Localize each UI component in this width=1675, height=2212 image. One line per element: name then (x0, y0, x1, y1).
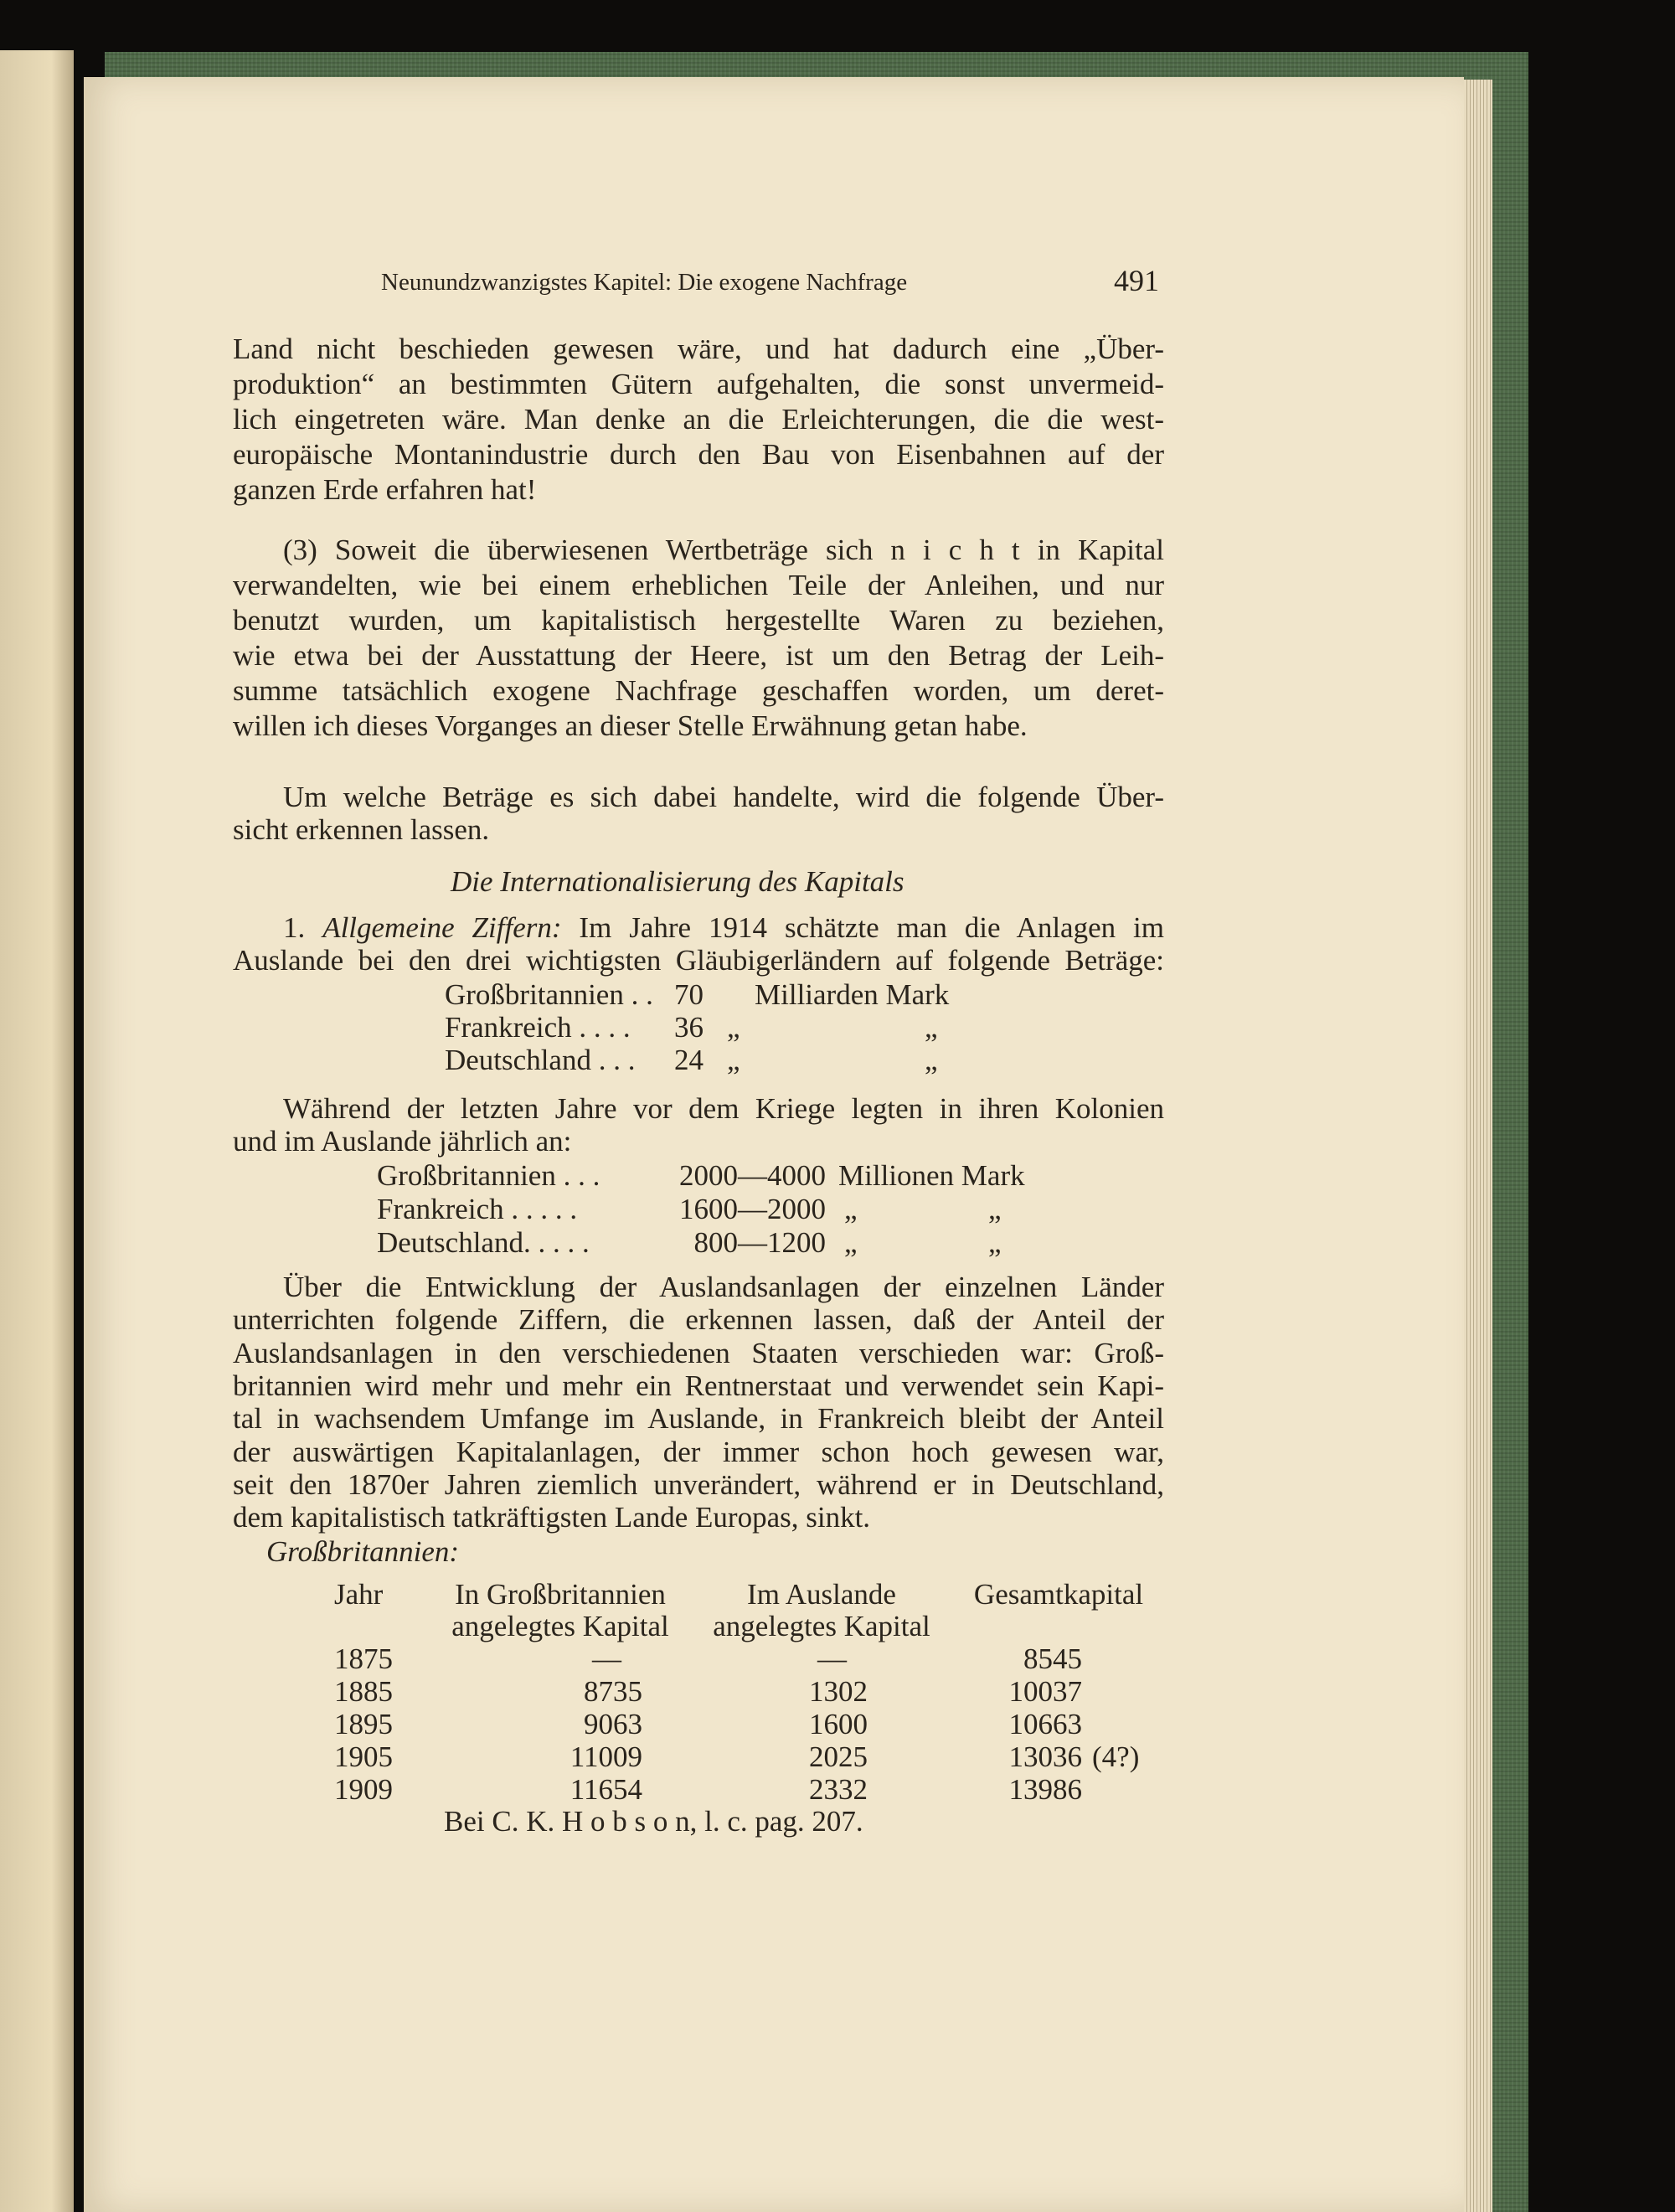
table3-cell: 1302 (809, 1675, 868, 1708)
development-paragraph-line: tal in wachsendem Umfange im Auslande, in Frankreich bleibt der Anteil (233, 1402, 1164, 1436)
table3-year: 1875 (334, 1642, 393, 1675)
annual-intro-line: Während der letzten Jahre vor dem Kriege legten in ihren Kolonien (283, 1092, 1164, 1125)
section-title: Die Internationalisierung des Kapitals (451, 865, 904, 898)
development-paragraph-line: britannien wird mehr und mehr ein Rentnerstaat und verwendet sein Kapi- (233, 1369, 1164, 1402)
table1-ditto: „ (925, 1011, 938, 1044)
table1-unit: Milliarden Mark (755, 978, 950, 1011)
paragraph-1-line: Land nicht beschieden gewesen wäre, und hat dadurch eine „Über- (233, 333, 1164, 365)
table3-year: 1905 (334, 1740, 393, 1773)
table3-year: 1909 (334, 1773, 393, 1806)
table1-value: 24 (674, 1044, 704, 1076)
paragraph-2-line: willen ich dieses Vorganges an dieser Stelle Erwähnung getan habe. (233, 709, 1028, 742)
facing-page-edge (0, 50, 74, 2212)
table2-country: Frankreich . . . . . (377, 1193, 578, 1225)
paragraph-2-line: (3) Soweit die überwiesenen Wertbeträge sich n i c h t in Kapital (283, 534, 1164, 566)
paragraph-2-line: verwandelten, wie bei einem erheblichen Teile der Anleihen, und nur (233, 569, 1164, 601)
table2-value: 2000—4000 (679, 1159, 826, 1192)
table2-ditto: „ (988, 1226, 1002, 1259)
paragraph-1-line: produktion“ an bestimmten Gütern aufgehalten, die sonst unvermeid- (233, 368, 1164, 400)
table3-year: 1885 (334, 1675, 393, 1708)
development-paragraph-line: der auswärtigen Kapitalanlagen, der immer schon hoch gewesen war, (233, 1435, 1164, 1468)
table3-cell: 10663 (1008, 1708, 1082, 1740)
table3-cell: 13986 (1008, 1773, 1082, 1806)
table2-ditto: „ (844, 1193, 858, 1225)
table3-header: Im Auslande (747, 1578, 896, 1611)
table3-cell: 2025 (809, 1740, 868, 1773)
table3-cell: 8545 (1023, 1642, 1082, 1675)
paragraph-2-line: summe tatsächlich exogene Nachfrage geschaffen worden, um deret- (233, 674, 1164, 707)
page-number: 491 (1114, 264, 1159, 297)
general-figures-line: Auslande bei den drei wichtigsten Gläubigerländern auf folgende Beträge: (233, 944, 1164, 977)
table2-country: Großbritannien . . . (377, 1159, 600, 1192)
table2-ditto: „ (844, 1226, 858, 1259)
paragraph-3-line: sicht erkennen lassen. (233, 813, 490, 846)
table3-cell: 8735 (584, 1675, 642, 1708)
table3-cell: 2332 (809, 1773, 868, 1806)
table1-value: 36 (674, 1011, 704, 1044)
table2-ditto: „ (988, 1193, 1002, 1225)
table3-cell: 11009 (570, 1740, 642, 1773)
table1-country: Großbritannien . . (445, 978, 653, 1011)
development-paragraph-line: Über die Entwicklung der Auslandsanlagen der einzelnen Länder (283, 1271, 1164, 1303)
development-paragraph-line: dem kapitalistisch tatkräftigsten Lande Europas, sinkt. (233, 1501, 871, 1534)
annual-intro-line: und im Auslande jährlich an: (233, 1125, 572, 1158)
development-paragraph-line: seit den 1870er Jahren ziemlich unverändert, während er in Deutschland, (233, 1467, 1164, 1501)
paragraph-1-line: lich eingetreten wäre. Man denke an die Erleichterungen, die die west- (233, 403, 1164, 436)
table3-cell: — (592, 1642, 621, 1675)
table3-header: angelegtes Kapital (451, 1610, 669, 1642)
paragraph-2-line: benutzt wurden, um kapitalistisch hergestellte Waren zu beziehen, (233, 604, 1164, 637)
development-paragraph-line: Auslandsanlagen in den verschiedenen Staaten verschieden war: Groß- (233, 1336, 1164, 1369)
paragraph-1-line: ganzen Erde erfahren hat! (233, 473, 537, 506)
table3-header: angelegtes Kapital (713, 1610, 930, 1642)
gb-heading: Großbritannien: (266, 1535, 460, 1568)
paragraph-2-line: wie etwa bei der Ausstattung der Heere, ist um den Betrag der Leih- (233, 639, 1164, 672)
table3-header: Jahr (334, 1578, 384, 1611)
general-figures-line: 1. Allgemeine Ziffern: Im Jahre 1914 schätzte man die Anlagen im (283, 911, 1164, 944)
table3-cell: 10037 (1008, 1675, 1082, 1708)
table2-value: 800—1200 (693, 1226, 826, 1259)
table3-year: 1895 (334, 1708, 393, 1740)
table3-header: Gesamtkapital (973, 1578, 1144, 1611)
table2-value: 1600—2000 (679, 1193, 826, 1225)
development-paragraph-line: unterrichten folgende Ziffern, die erkennen lassen, daß der Anteil der (233, 1303, 1164, 1337)
table2-country: Deutschland. . . . . (377, 1226, 590, 1259)
table1-country: Frankreich . . . . (445, 1011, 631, 1044)
running-title: Neunundzwanzigstes Kapitel: Die exogene Nachfrage (381, 269, 908, 296)
table2-unit: Millionen Mark (838, 1159, 1025, 1192)
paragraph-1-line: europäische Montanindustrie durch den Bau von Eisenbahnen auf der (233, 438, 1164, 471)
table3-header: In Großbritannien (455, 1578, 666, 1611)
table3-source: Bei C. K. H o b s o n, l. c. pag. 207. (444, 1805, 863, 1838)
table3-cell: 1600 (809, 1708, 868, 1740)
table1-ditto: „ (925, 1044, 938, 1076)
table3-cell: 9063 (584, 1708, 642, 1740)
table3-note: (4?) (1092, 1740, 1140, 1773)
table1-ditto: „ (727, 1044, 740, 1076)
table1-ditto: „ (727, 1011, 740, 1044)
table3-cell: 13036 (1008, 1740, 1082, 1773)
table3-cell: — (817, 1642, 847, 1675)
table1-value: 70 (674, 978, 704, 1011)
table3-cell: 11654 (570, 1773, 642, 1806)
table1-country: Deutschland . . . (445, 1044, 636, 1076)
paragraph-3-line: Um welche Beträge es sich dabei handelte, wird die folgende Über- (283, 781, 1164, 813)
